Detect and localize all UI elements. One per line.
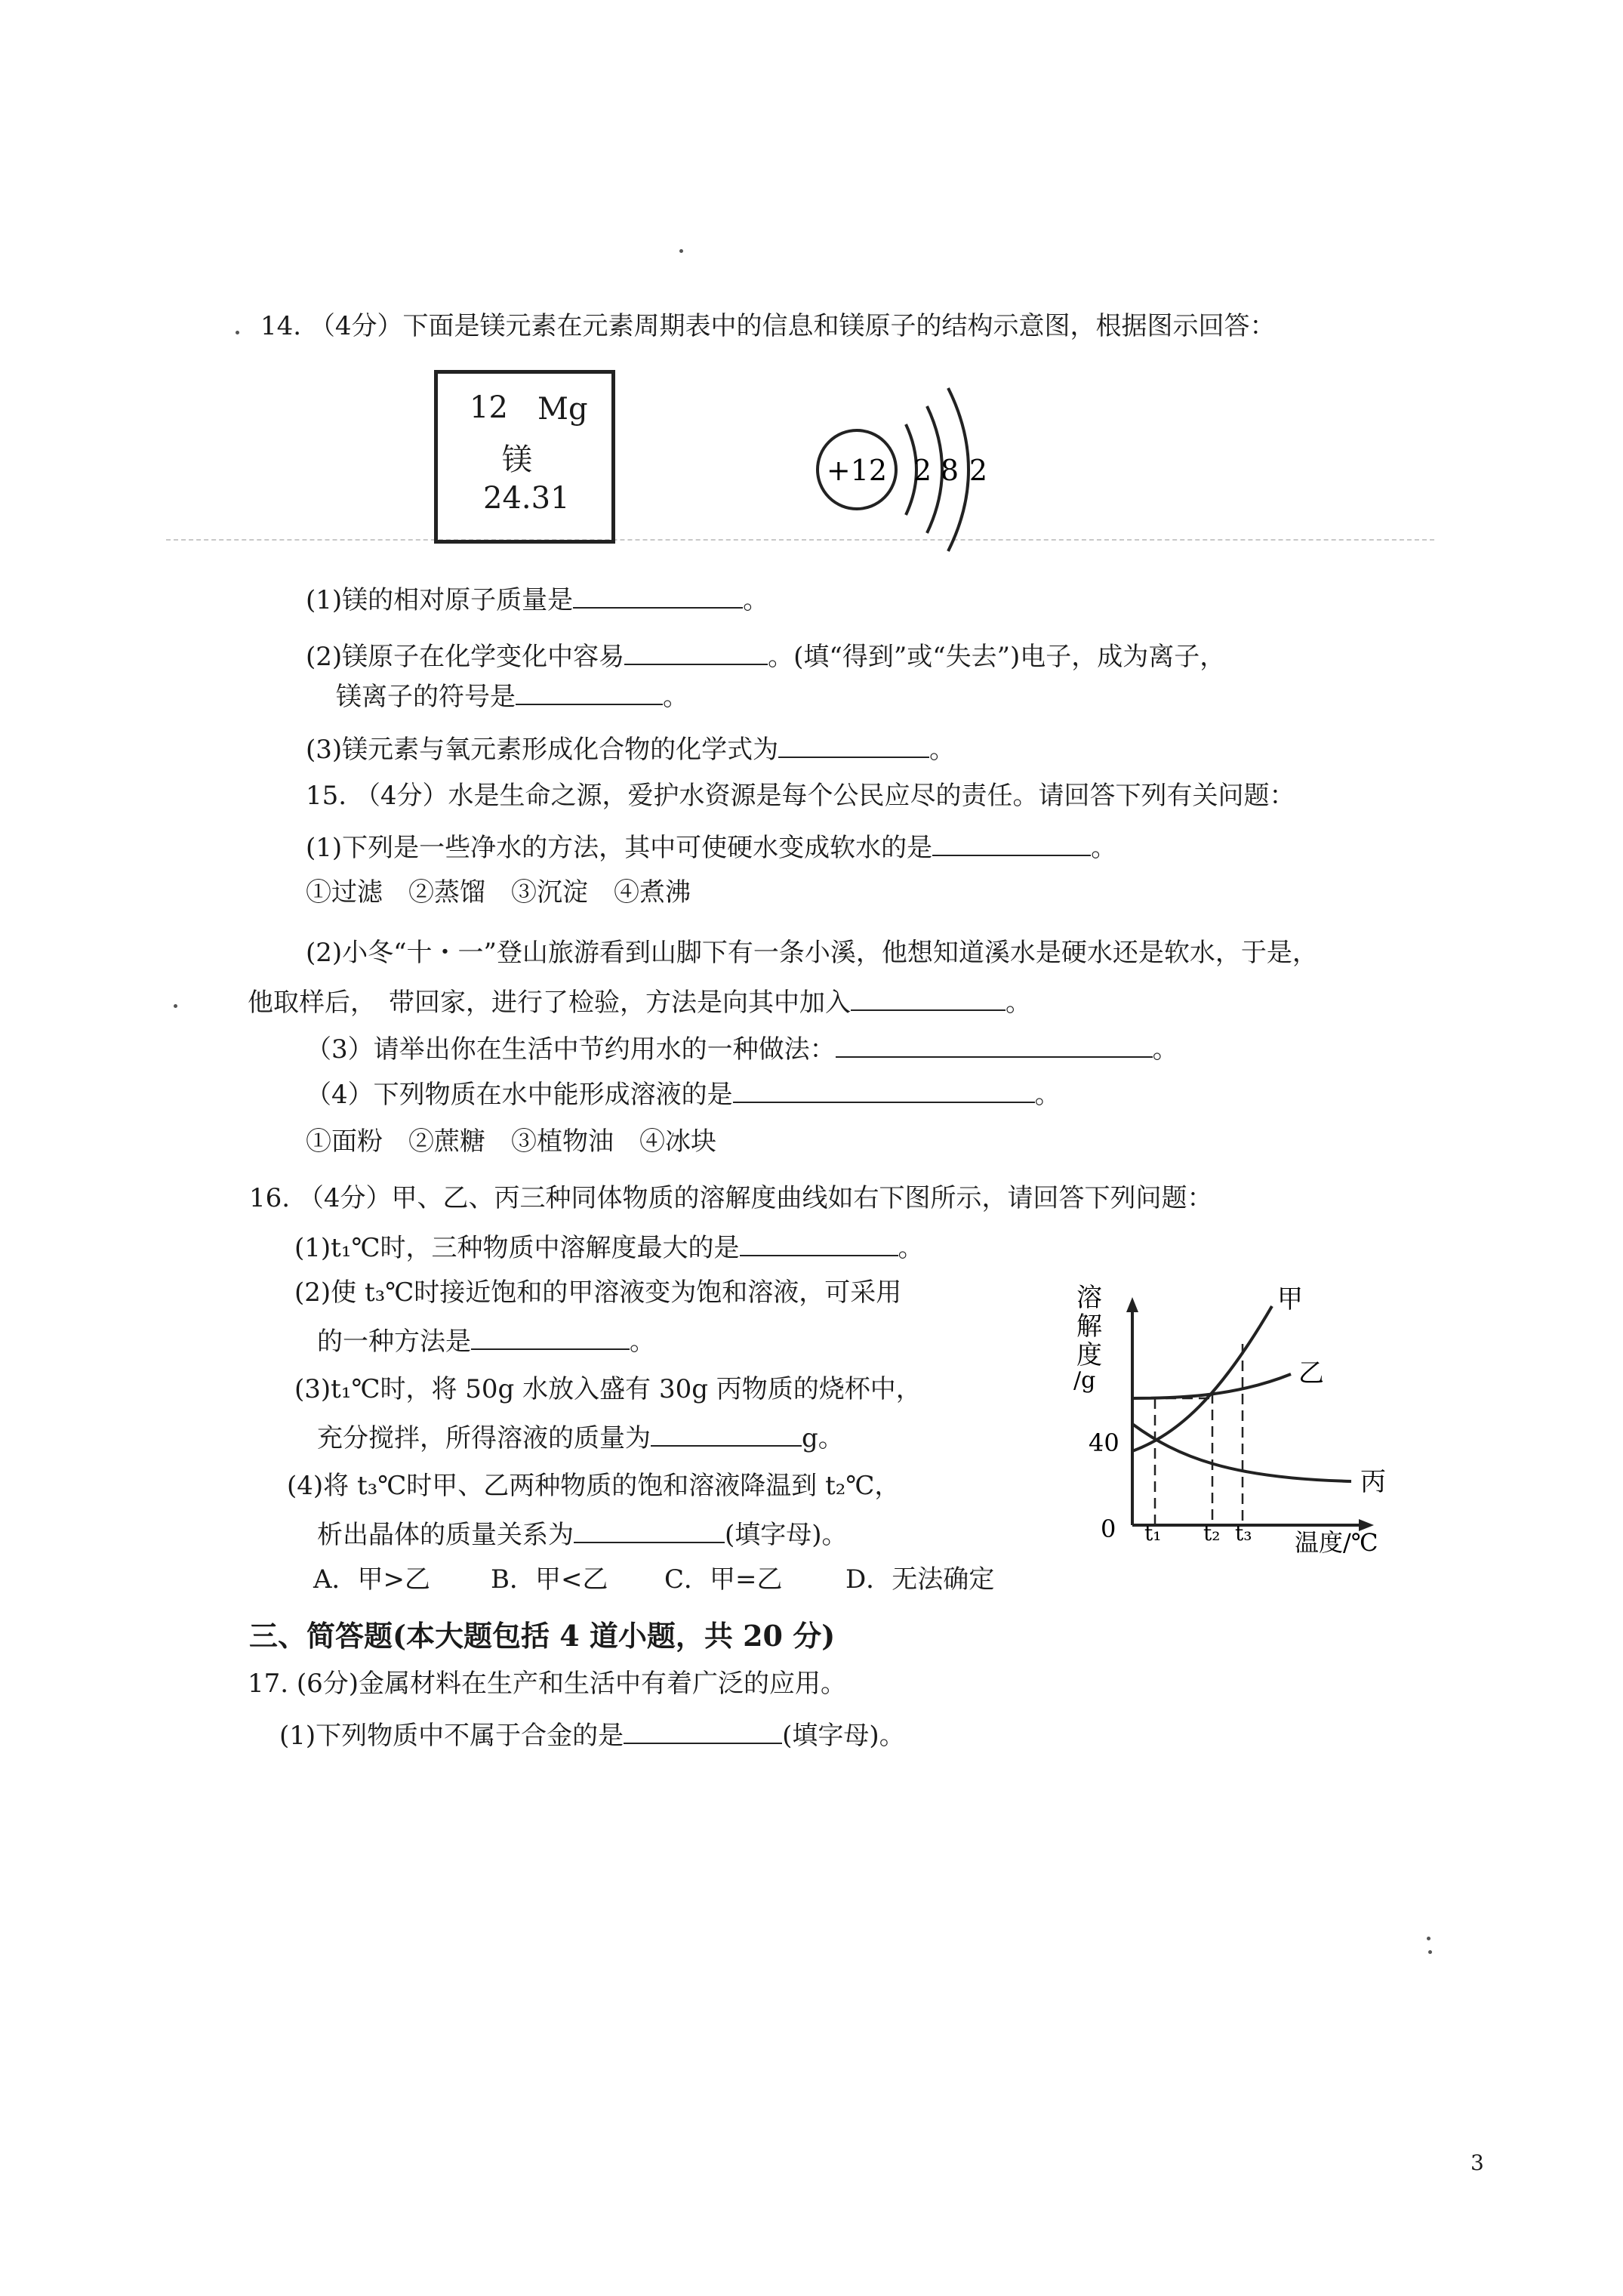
scan-speck xyxy=(1427,1937,1431,1940)
q17-part1: (1)下列物质中不属于合金的是 (填字母)。 xyxy=(279,1717,905,1752)
y-axis-label-char-3: 度 xyxy=(1076,1340,1102,1370)
answer-blank[interactable] xyxy=(574,1516,725,1543)
q16-choice-a: A．甲>乙 xyxy=(313,1564,431,1595)
atom-structure-diagram xyxy=(800,378,1027,574)
q16-part3-line2: 充分搅拌，所得溶液的质量为 g。 xyxy=(317,1419,844,1455)
q16-choice-b: B．甲<乙 xyxy=(491,1564,608,1595)
answer-blank[interactable] xyxy=(624,1717,782,1744)
q15-part3: （3）请举出你在生活中节约用水的一种做法： 。 xyxy=(306,1031,1178,1066)
scan-speck xyxy=(236,331,239,334)
q17-stem: 17. (6分)金属材料在生产和生活中有着广泛的应用。 xyxy=(248,1669,847,1699)
x-axis-label: 温度/℃ xyxy=(1295,1528,1378,1557)
answer-blank[interactable] xyxy=(740,1229,898,1256)
nucleus-charge: +12 xyxy=(826,454,888,487)
q15-part4-options: ①面粉 ②蔗糖 ③植物油 ④冰块 xyxy=(306,1126,716,1157)
q14-part2-line2: 镁离子的符号是 。 xyxy=(336,678,688,713)
origin-label: 0 xyxy=(1101,1515,1116,1543)
q16-part2-line2: 的一种方法是 。 xyxy=(317,1323,655,1358)
answer-blank[interactable] xyxy=(932,829,1091,856)
shell-2-count: 8 xyxy=(940,454,959,487)
element-symbol: Mg xyxy=(537,392,588,427)
answer-blank[interactable] xyxy=(624,638,768,665)
y-tick-label-40: 40 xyxy=(1089,1428,1119,1457)
q15-part2-line2: 他取样后， 带回家，进行了检验，方法是向其中加入 。 xyxy=(248,984,1031,1019)
q15-part1: (1)下列是一些净水的方法，其中可使硬水变成软水的是 。 xyxy=(306,829,1116,864)
shell-3-count: 2 xyxy=(969,454,988,487)
y-axis-arrow xyxy=(1126,1297,1138,1312)
series-label-yi: 乙 xyxy=(1298,1358,1324,1388)
atomic-number: 12 xyxy=(470,390,508,425)
q16-part4-line1: (4)将 t₃℃时甲、乙两种物质的饱和溶液降温到 t₂℃， xyxy=(287,1471,901,1501)
q15-part1-options: ①过滤 ②蒸馏 ③沉淀 ④煮沸 xyxy=(306,877,691,908)
element-name: 镁 xyxy=(502,442,532,477)
scan-speck xyxy=(1428,1950,1432,1954)
q16-stem: 16. （4分）甲、乙、丙三种同体物质的溶解度曲线如右下图所示，请回答下列问题： xyxy=(249,1183,1213,1213)
answer-blank[interactable] xyxy=(733,1076,1035,1103)
answer-blank[interactable] xyxy=(516,678,663,705)
answer-blank[interactable] xyxy=(471,1323,630,1350)
q14-stem: 14. （4分）下面是镁元素在元素周期表中的信息和镁原子的结构示意图，根据图示回答： xyxy=(260,311,1276,341)
scan-speck xyxy=(174,1004,177,1008)
section-3-title: 三、简答题(本大题包括 4 道小题，共 20 分) xyxy=(249,1619,836,1653)
q16-part4-line2: 析出晶体的质量关系为 (填字母)。 xyxy=(317,1516,848,1552)
q14-part1: (1)镁的相对原子质量是 。 xyxy=(306,581,768,617)
page-number: 3 xyxy=(1471,2150,1484,2175)
answer-blank[interactable] xyxy=(778,731,929,758)
answer-blank[interactable] xyxy=(851,984,1006,1011)
q15-part2-line1: (2)小冬“十・一”登山旅游看到山脚下有一条小溪，他想知道溪水是硬水还是软水，于是， xyxy=(306,938,1318,968)
q15-stem: 15. （4分）水是生命之源，爱护水资源是每个公民应尽的责任。请回答下列有关问题： xyxy=(306,781,1295,811)
x-tick-label-t1: t₁ xyxy=(1144,1521,1162,1546)
x-tick-label-t2: t₂ xyxy=(1203,1521,1221,1546)
answer-blank[interactable] xyxy=(573,581,743,609)
x-tick-label-t3: t₃ xyxy=(1235,1521,1252,1546)
q14-part2: (2)镁原子在化学变化中容易 。(填“得到”或“失去”)电子，成为离子， xyxy=(306,638,1225,673)
q16-part3-line1: (3)t₁℃时，将 50g 水放入盛有 30g 丙物质的烧杯中， xyxy=(294,1374,922,1404)
q14-part3: (3)镁元素与氧元素形成化合物的化学式为 。 xyxy=(306,731,955,766)
element-card-magnesium xyxy=(434,370,615,544)
y-axis-label-char-1: 溶 xyxy=(1076,1283,1102,1313)
scan-speck xyxy=(679,249,683,253)
answer-blank[interactable] xyxy=(651,1419,802,1447)
shell-1-count: 2 xyxy=(913,454,932,487)
atomic-mass: 24.31 xyxy=(483,481,570,516)
y-axis-label-char-2: 解 xyxy=(1076,1311,1102,1342)
answer-blank[interactable] xyxy=(836,1031,1153,1058)
q16-part1: (1)t₁℃时，三种物质中溶解度最大的是 。 xyxy=(294,1229,924,1265)
q16-part2-line1: (2)使 t₃℃时接近饱和的甲溶液变为饱和溶液，可采用 xyxy=(294,1277,902,1308)
curve-yi xyxy=(1132,1374,1291,1398)
q16-choice-d: D．无法确定 xyxy=(845,1564,995,1595)
q15-part4: （4）下列物质在水中能形成溶液的是 。 xyxy=(306,1076,1061,1111)
q16-choice-c: C．甲=乙 xyxy=(664,1564,783,1595)
curve-jia xyxy=(1132,1306,1272,1451)
series-label-bing: 丙 xyxy=(1360,1467,1386,1497)
series-label-jia: 甲 xyxy=(1277,1284,1303,1314)
y-axis-label-unit: /g xyxy=(1073,1367,1096,1394)
solubility-curve-chart xyxy=(1064,1276,1457,1563)
